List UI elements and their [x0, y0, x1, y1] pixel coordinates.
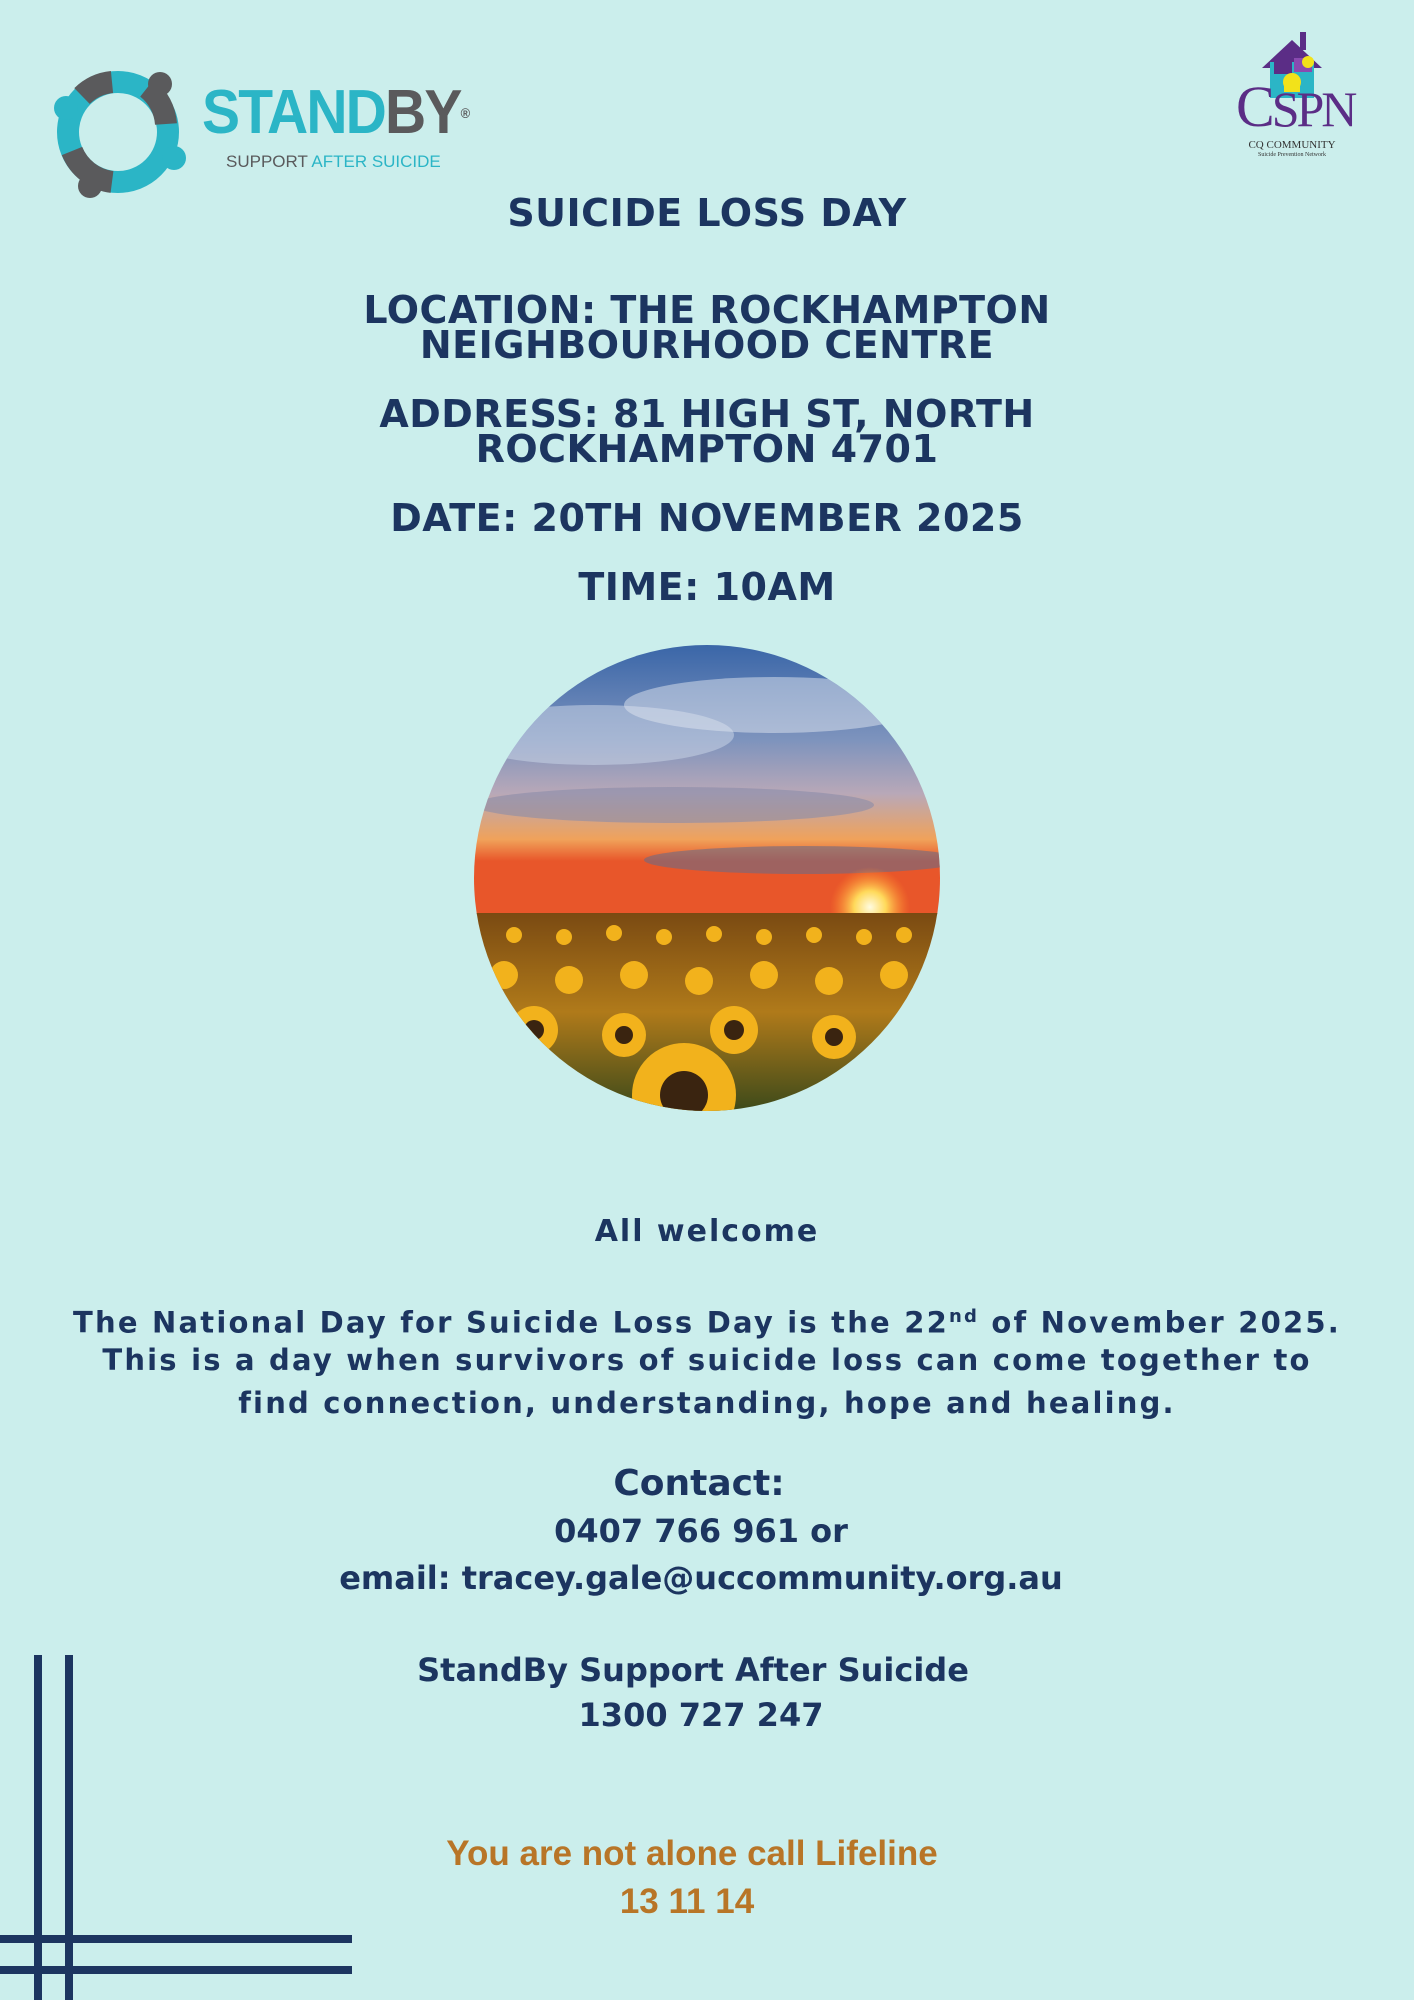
location-line2: NEIGHBOURHOOD CENTRE — [419, 323, 995, 367]
sunflower-field-photo — [474, 645, 940, 1111]
cqspn-mark — [1236, 74, 1355, 139]
address-line2: ROCKHAMPTON 4701 — [475, 427, 939, 471]
description-line1 — [0, 1296, 1414, 1344]
corner-line-vertical-1 — [34, 1655, 42, 2000]
sunset-sunflowers-image — [474, 645, 940, 1111]
description-line1-b: of November 2025. — [979, 1305, 1341, 1340]
standby-ring-icon — [52, 66, 192, 201]
address-line1: ADDRESS: 81 HIGH ST, NORTH — [379, 392, 1035, 436]
standby-tagline — [226, 152, 441, 172]
cqspn-mark-letters: SPN — [1271, 81, 1355, 137]
cqspn-line2: Suicide Prevention Network — [1258, 152, 1326, 158]
corner-line-horizontal-2 — [0, 1966, 352, 1974]
event-time: TIME: 10AM — [578, 565, 836, 609]
description-sup: nd — [948, 1306, 980, 1327]
lifeline-phone[interactable]: 13 11 14 — [619, 1882, 755, 1921]
cqspn-c: C — [1236, 74, 1272, 139]
standby-wordmark — [202, 78, 469, 147]
standby-service-name: StandBy Support After Suicide — [417, 1651, 969, 1689]
cqspn-logo — [1236, 32, 1355, 164]
description-line3: find connection, understanding, hope and healing. — [238, 1386, 1176, 1420]
standby-wordmark-by: BY — [385, 78, 461, 147]
corner-line-vertical-2 — [65, 1655, 73, 2000]
contact-phone: 0407 766 961 or — [554, 1512, 848, 1550]
event-title: SUICIDE LOSS DAY — [507, 191, 907, 235]
standby-logo — [52, 66, 469, 201]
description-line2: This is a day when survivors of suicide loss can come together to — [102, 1343, 1312, 1377]
location-line1: LOCATION: THE ROCKHAMPTON — [363, 288, 1051, 332]
registered-mark: ® — [460, 105, 469, 121]
description-line1-a: The National Day for Suicide Loss Day is the 22 — [73, 1305, 949, 1340]
standby-wordmark-stand: STAND — [202, 78, 386, 147]
all-welcome: All welcome — [594, 1214, 820, 1249]
standby-tagline-support: SUPPORT — [226, 152, 308, 171]
standby-service-phone[interactable]: 1300 727 247 — [578, 1696, 824, 1734]
lifeline-message: You are not alone call Lifeline — [446, 1834, 938, 1873]
standby-tagline-after-suicide: AFTER SUICIDE — [311, 152, 441, 171]
contact-email[interactable]: email: tracey.gale@uccommunity.org.au — [339, 1559, 1063, 1597]
contact-label: Contact: — [613, 1463, 785, 1504]
event-date: DATE: 20TH NOVEMBER 2025 — [390, 496, 1024, 540]
corner-line-horizontal-1 — [0, 1935, 352, 1943]
cqspn-line1: CQ COMMUNITY — [1248, 139, 1336, 151]
